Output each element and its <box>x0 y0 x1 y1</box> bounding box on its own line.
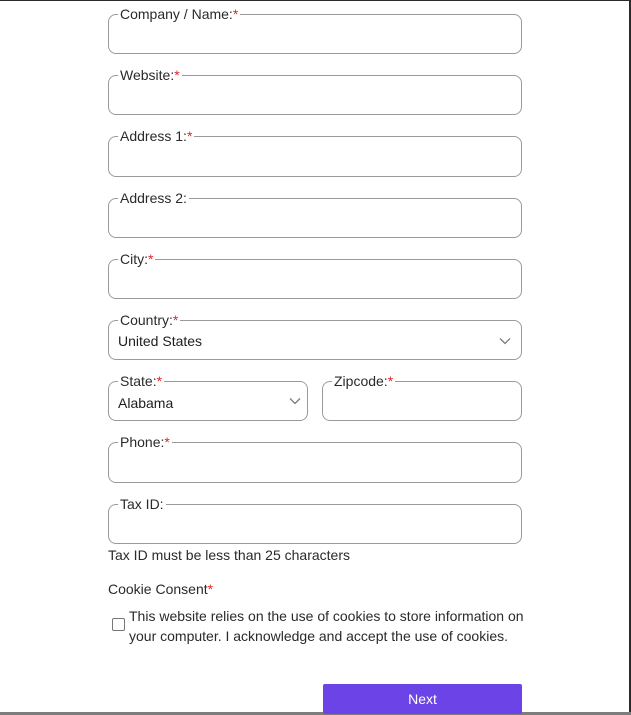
city-field[interactable] <box>108 251 522 299</box>
website-field[interactable] <box>108 67 522 115</box>
country-selected-value: United States <box>118 333 203 349</box>
cookie-consent-text: This website relies on the use of cookies to store information on your computer. I acknowledge and accept the use of cookies. <box>129 608 524 644</box>
next-button[interactable]: Next <box>323 684 522 714</box>
required-mark: * <box>164 434 170 450</box>
required-mark: * <box>156 373 163 389</box>
state-selected-value: Alabama <box>118 395 174 411</box>
required-mark: * <box>207 581 214 597</box>
required-mark: * <box>172 312 179 328</box>
window-top-border <box>0 0 631 1</box>
required-mark: * <box>387 373 394 389</box>
company-name-label-text: Company / Name: <box>120 6 233 22</box>
tax-id-label <box>118 496 166 512</box>
tax-id-field[interactable] <box>108 496 522 544</box>
address-2-label-text: Address 2: <box>120 190 187 206</box>
address-1-label <box>118 128 194 144</box>
zipcode-label <box>332 373 395 389</box>
address-2-label <box>118 190 189 206</box>
tax-id-label-text: Tax ID: <box>120 496 164 512</box>
cookie-consent-checkbox[interactable] <box>112 618 125 631</box>
country-select[interactable] <box>108 312 522 360</box>
state-label <box>118 373 164 389</box>
country-label-text: Country: <box>120 312 173 328</box>
website-label-text: Website: <box>120 67 175 83</box>
zipcode-label-text: Zipcode: <box>334 373 388 389</box>
phone-label <box>118 434 172 450</box>
required-mark: * <box>232 6 239 22</box>
country-label <box>118 312 180 328</box>
tax-id-helper-text: Tax ID must be less than 25 characters <box>108 547 350 563</box>
required-mark: * <box>174 67 180 83</box>
address-1-field[interactable] <box>108 128 522 177</box>
phone-label-text: Phone: <box>120 434 165 450</box>
cookie-consent-title <box>108 581 213 597</box>
company-name-field[interactable] <box>108 6 522 54</box>
address-2-field[interactable] <box>108 190 522 238</box>
address-1-label-text: Address 1: <box>120 128 187 144</box>
city-label-text: City: <box>120 251 148 267</box>
cookie-consent-title-text: Cookie Consent <box>108 581 208 597</box>
company-name-label <box>118 6 240 22</box>
required-mark: * <box>148 251 154 267</box>
city-label <box>118 251 155 267</box>
state-select[interactable] <box>108 373 308 421</box>
chevron-down-icon <box>499 335 511 347</box>
chevron-down-icon <box>289 395 301 407</box>
phone-field[interactable] <box>108 434 522 483</box>
state-label-text: State: <box>120 373 157 389</box>
website-label <box>118 67 182 83</box>
zipcode-field[interactable] <box>322 373 522 421</box>
required-mark: * <box>186 128 193 144</box>
